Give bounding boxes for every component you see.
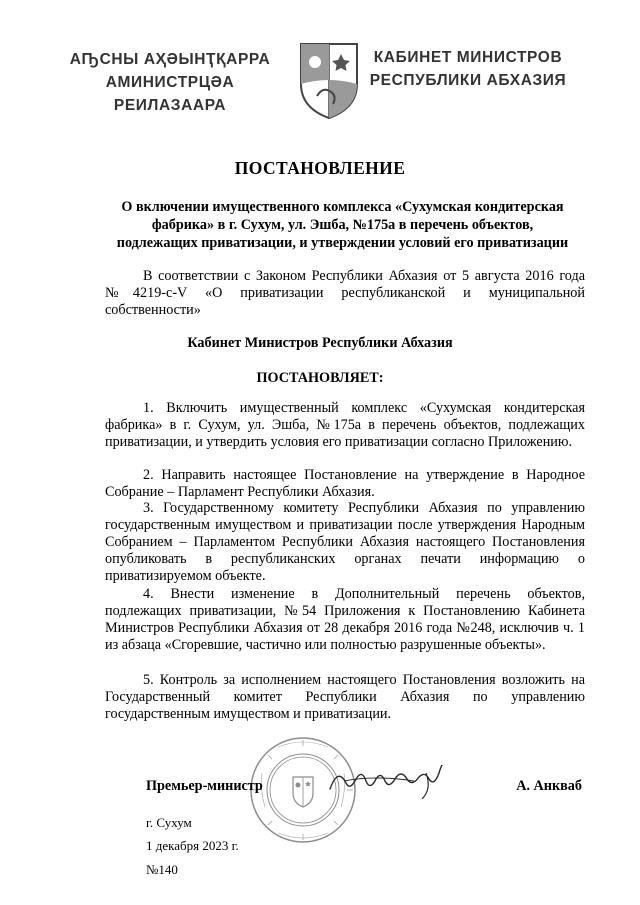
letterhead-abkhaz-line1: АҦСНЫ АҲӘЫНҬҚАРРА bbox=[69, 51, 271, 68]
document-title: ПОСТАНОВЛЕНИЕ bbox=[234, 158, 406, 178]
issuing-authority: Кабинет Министров Республики Абхазия bbox=[187, 335, 453, 351]
document-number: №140 bbox=[146, 862, 178, 877]
letterhead-russian-line2: РЕСПУБЛИКИ АБХАЗИЯ bbox=[369, 72, 567, 89]
resolution-item-2: 2. Направить настоящее Постановление на утверждение в Народное Собрание – Парламент Республики Абхазия. bbox=[105, 467, 585, 500]
issue-place: г. Сухум bbox=[146, 815, 192, 830]
letterhead bbox=[0, 40, 640, 130]
preamble: В соответствии с Законом Республики Абхазия от 5 августа 2016 года №4219-с-V «О приватизации республиканской и муниципальной собственности» bbox=[105, 268, 585, 318]
signature-block bbox=[146, 778, 586, 808]
resolution-item-4: 4. Внести изменение в Дополнительный перечень объектов, подлежащих приватизации, №54 Приложения к Постановлению Кабинета Министров Республики Абхазия от 28 декабря 2016 года №248, исключив ч. 1 из абзаца «Сгоревшие, частично или полностью разрушенные объекты». bbox=[105, 586, 585, 653]
signatory-name: А. Анкваб bbox=[516, 778, 582, 794]
subject-line: О включении имущественного комплекса «Сухумская кондитерская bbox=[121, 199, 564, 215]
abkhazia-coat-of-arms-icon bbox=[297, 40, 361, 120]
resolution-item-5: 5. Контроль за исполнением настоящего Постановления возложить на Государственный комитет Республики Абхазия по управлению государственным имуществом и приватизации. bbox=[105, 672, 585, 722]
letterhead-russian-line1: КАБИНЕТ МИНИСТРОВ bbox=[373, 49, 563, 66]
letterhead-russian bbox=[368, 46, 568, 92]
subject-line: фабрика» в г. Сухум, ул. Эшба, №175а в перечень объектов, bbox=[151, 217, 534, 233]
resolves-heading: ПОСТАНОВЛЯЕТ: bbox=[256, 370, 384, 386]
subject-line: подлежащих приватизации, и утверждении условий его приватизации bbox=[116, 235, 569, 251]
resolution-item-3: 3. Государственному комитету Республики Абхазия по управлению государственным имуществом и приватизации после утверждения Народным Собранием – Парламентом Республики Абхазия настоящего Постановления опубликовать в республиканских органах печати информацию о приватизируемом объекте. bbox=[105, 500, 585, 584]
resolution-item-1: 1. Включить имущественный комплекс «Сухумская кондитерская фабрика» в г. Сухум, ул. Эшба, №175а в перечень объектов, подлежащих приватизации, и утвердить условия его приватизации согласно Приложению. bbox=[105, 400, 585, 450]
issue-date: 1 декабря 2023 г. bbox=[146, 838, 239, 853]
letterhead-abkhaz bbox=[60, 48, 280, 117]
document-subject bbox=[100, 198, 585, 252]
letterhead-abkhaz-line2: АМИНИСТРЦӘА РЕИЛАЗААРА bbox=[105, 74, 235, 114]
signatory-position: Премьер-министр bbox=[146, 778, 263, 794]
